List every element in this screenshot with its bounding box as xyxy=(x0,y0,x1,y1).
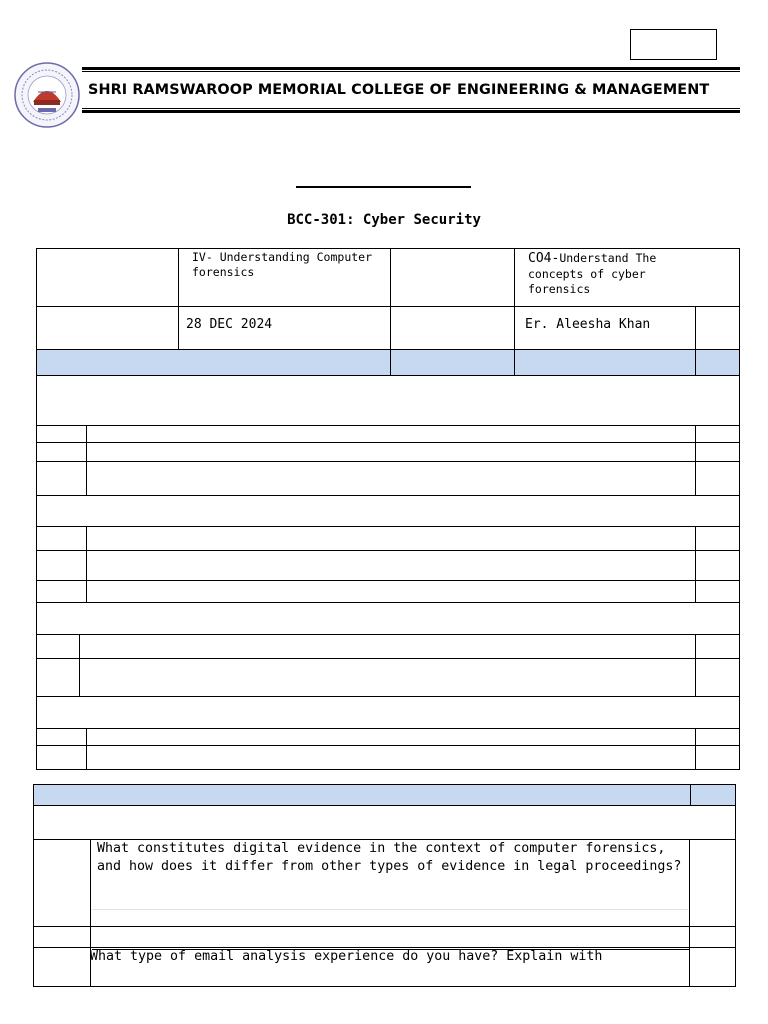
faculty-name: Er. Aleesha Khan xyxy=(525,317,651,332)
unit-cell: IV- Understanding Computer forensics xyxy=(192,250,373,279)
exam-date: 28 DEC 2024 xyxy=(186,317,273,332)
co-prefix: CO4- xyxy=(528,251,560,266)
question-1-text: What constitutes digital evidence in the context of computer forensics, and how does it differ from other types of evidence in legal proceedings? xyxy=(97,841,682,874)
questions-header-shade xyxy=(33,785,735,805)
question-2-text: What type of email analysis experience do you have? Explain with xyxy=(90,949,603,964)
course-title: BCC-301: Cyber Security xyxy=(287,212,481,228)
co-text: Understand The concepts of cyber forensics xyxy=(528,251,657,296)
college-name: SHRI RAMSWAROOP MEMORIAL COLLEGE OF ENGINEERING & MANAGEMENT xyxy=(88,82,710,98)
